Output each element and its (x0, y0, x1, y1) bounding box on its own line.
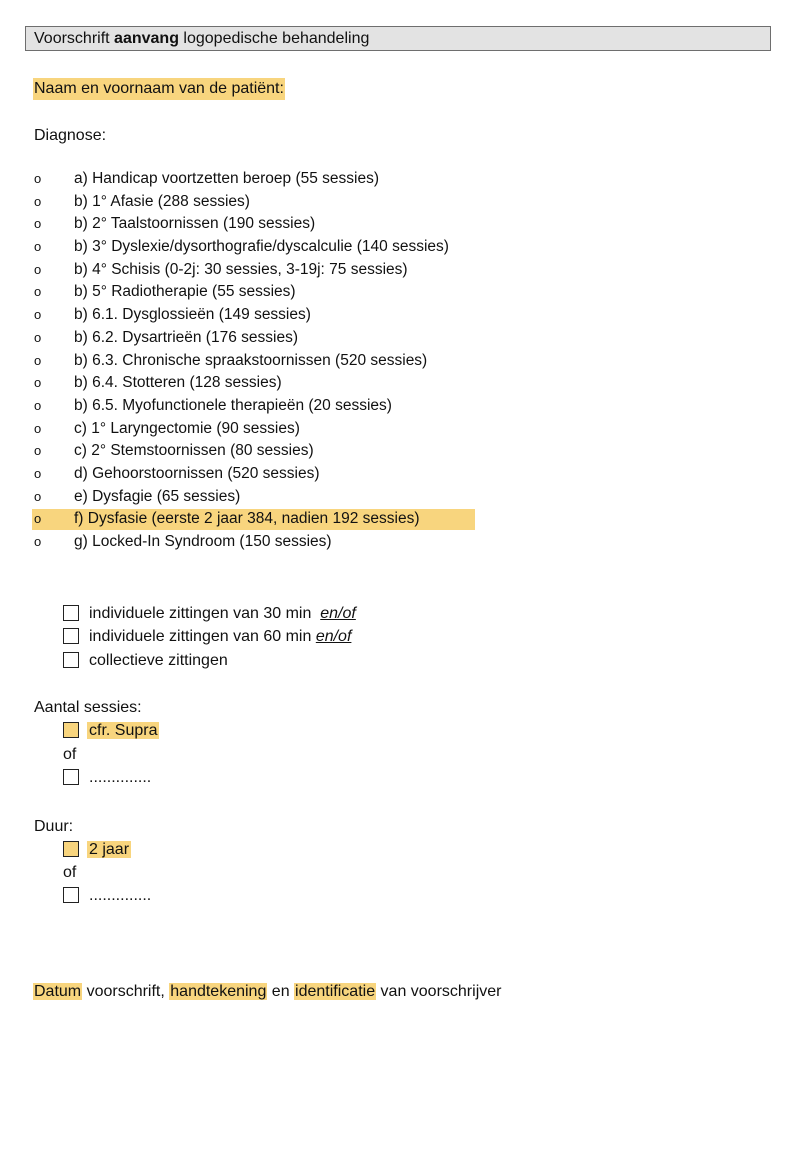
diagnosis-option[interactable] (34, 213, 494, 236)
session-type-collective[interactable] (63, 651, 228, 673)
diagnosis-option-selected[interactable] (34, 508, 494, 531)
identification-label: identificatie (295, 983, 376, 1000)
diagnosis-label: b) 6.4. Stotteren (128 sessies) (74, 374, 282, 392)
sessions-heading: Aantal sessies: (34, 699, 142, 716)
radio-bullet-icon: o (34, 443, 42, 459)
diagnosis-option[interactable] (34, 191, 494, 214)
and-or-text: en/of (315, 628, 352, 645)
diagnosis-label: d) Gehoorstoornissen (520 sessies) (74, 464, 320, 482)
patient-name-label: Naam en voornaam van de patiënt: (33, 78, 285, 100)
diagnosis-option[interactable] (34, 259, 494, 282)
diagnosis-label: b) 6.3. Chronische spraakstoornissen (520 sessies) (74, 351, 428, 369)
radio-bullet-icon: o (34, 420, 42, 436)
diagnosis-option[interactable] (34, 350, 494, 373)
diagnosis-option[interactable] (34, 486, 494, 509)
radio-bullet-icon: o (34, 261, 42, 277)
diagnosis-option[interactable] (34, 395, 494, 418)
radio-bullet-icon: o (34, 171, 42, 186)
session-type-30min[interactable] (63, 604, 356, 626)
duration-heading: Duur: (34, 818, 74, 835)
duration-option-label: 2 jaar (89, 841, 130, 858)
diagnosis-option[interactable] (34, 531, 494, 554)
diagnosis-label: c) 1° Laryngectomie (90 sessies) (74, 419, 300, 437)
title-prefix: Voorschrift (34, 30, 110, 47)
diagnosis-list (34, 168, 494, 554)
session-type-label: collectieve zittingen (89, 652, 228, 669)
diagnosis-label: a) Handicap voortzetten beroep (55 sessies) (74, 170, 379, 187)
duration-option-custom[interactable] (63, 886, 151, 908)
diagnosis-option[interactable] (34, 281, 494, 304)
radio-bullet-icon: o (34, 284, 42, 300)
checkbox-highlighted[interactable] (63, 841, 79, 857)
diagnosis-option[interactable] (34, 463, 494, 486)
checkbox[interactable] (63, 605, 79, 621)
radio-bullet-icon: o (34, 352, 42, 368)
diagnosis-option[interactable] (34, 418, 494, 441)
diagnosis-heading: Diagnose: (34, 127, 107, 144)
sessions-option-supra[interactable] (63, 721, 159, 743)
checkbox[interactable] (63, 628, 79, 644)
or-text: of (63, 746, 77, 763)
checkbox[interactable] (63, 652, 79, 668)
diagnosis-option[interactable] (34, 304, 494, 327)
diagnosis-label: f) Dysfasie (eerste 2 jaar 384, nadien 192 sessies) (74, 510, 420, 528)
footer-text: van voorschrijver (376, 983, 502, 1000)
title-suffix: logopedische behandeling (183, 30, 370, 47)
footer-text: en (267, 983, 295, 1000)
signature-label: handtekening (170, 983, 267, 1000)
checkbox[interactable] (63, 887, 79, 903)
duration-option-2years[interactable] (63, 840, 131, 862)
radio-bullet-icon: o (34, 216, 42, 232)
radio-bullet-icon: o (34, 193, 42, 209)
diagnosis-label: b) 6.1. Dysglossieën (149 sessies) (74, 306, 311, 324)
duration-blank: .............. (89, 887, 152, 904)
diagnosis-option[interactable] (34, 327, 494, 350)
diagnosis-label: c) 2° Stemstoornissen (80 sessies) (74, 442, 314, 460)
diagnosis-label: b) 3° Dyslexie/dysorthografie/dyscalculie (140 sessies) (74, 238, 449, 256)
form-title (25, 26, 771, 51)
session-type-label: individuele zittingen van 60 min (89, 628, 312, 645)
diagnosis-label: b) 1° Afasie (288 sessies) (74, 192, 250, 210)
radio-bullet-icon: o (34, 329, 42, 345)
diagnosis-label: b) 6.5. Myofunctionele therapieën (20 sessies) (74, 396, 392, 414)
diagnosis-label: b) 4° Schisis (0-2j: 30 sessies, 3-19j: 75 sessies) (74, 260, 408, 278)
radio-bullet-icon: o (34, 307, 42, 323)
signature-line (33, 981, 501, 1003)
sessions-option-custom[interactable] (63, 768, 151, 790)
and-or-text: en/of (320, 605, 356, 622)
diagnosis-label: b) 2° Taalstoornissen (190 sessies) (74, 215, 316, 233)
diagnosis-option[interactable] (34, 236, 494, 259)
sessions-option-label: cfr. Supra (89, 722, 158, 739)
radio-bullet-icon: o (34, 534, 42, 549)
diagnosis-label: g) Locked-In Syndroom (150 sessies) (74, 533, 332, 550)
footer-text: voorschrift, (82, 983, 170, 1000)
radio-bullet-icon: o (34, 465, 42, 481)
radio-bullet-icon: o (34, 397, 42, 413)
radio-bullet-icon: o (34, 375, 42, 391)
sessions-blank: .............. (89, 769, 152, 786)
diagnosis-label: b) 6.2. Dysartrieën (176 sessies) (74, 328, 298, 346)
diagnosis-label: e) Dysfagie (65 sessies) (74, 487, 241, 505)
or-text: of (63, 864, 77, 881)
date-label: Datum (34, 983, 82, 1000)
session-type-60min[interactable] (63, 627, 351, 649)
session-type-label: individuele zittingen van 30 min (89, 605, 312, 622)
checkbox-highlighted[interactable] (63, 722, 79, 738)
radio-bullet-icon: o (34, 511, 42, 527)
radio-bullet-icon: o (34, 239, 42, 255)
title-bold: aanvang (114, 30, 179, 47)
checkbox[interactable] (63, 769, 79, 785)
diagnosis-option[interactable] (34, 440, 494, 463)
radio-bullet-icon: o (34, 488, 42, 504)
diagnosis-option[interactable] (34, 168, 494, 191)
diagnosis-option[interactable] (34, 372, 494, 395)
diagnosis-label: b) 5° Radiotherapie (55 sessies) (74, 283, 296, 301)
